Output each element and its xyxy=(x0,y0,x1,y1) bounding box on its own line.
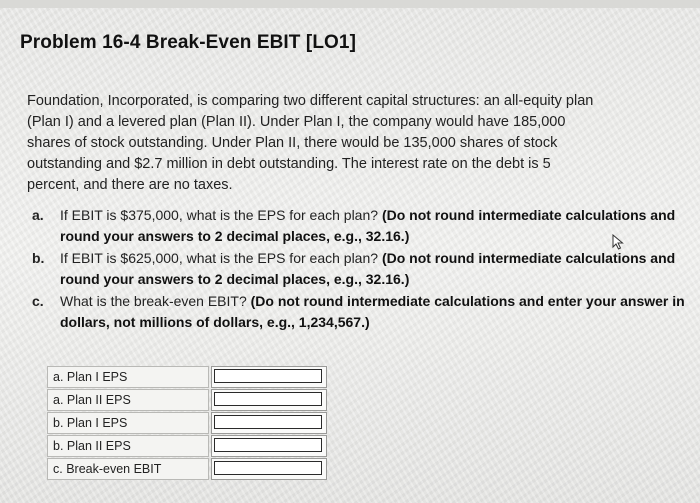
question-instruction: (Do not round intermediate calculations and round your answers to 2 decimal places, e.g., 32.16.) xyxy=(60,207,676,244)
answer-label: b. Plan I EPS xyxy=(47,412,209,434)
answer-cell xyxy=(211,412,327,434)
top-edge xyxy=(0,0,700,8)
plan-2-eps-b-input[interactable] xyxy=(214,438,322,452)
question-letter: b. xyxy=(32,250,45,266)
answer-row xyxy=(47,412,327,434)
question-a xyxy=(30,205,685,247)
problem-statement xyxy=(27,91,683,196)
answer-row xyxy=(47,389,327,411)
answer-row xyxy=(47,435,327,457)
question-letter: a. xyxy=(32,207,44,223)
statement-line: shares of stock outstanding. Under Plan II, there would be 135,000 shares of stock xyxy=(27,135,558,151)
question-letter: c. xyxy=(32,293,44,309)
question-list xyxy=(30,205,685,334)
problem-title: Problem 16-4 Break-Even EBIT [LO1] xyxy=(20,32,357,53)
answer-cell xyxy=(211,435,327,457)
answer-label: b. Plan II EPS xyxy=(47,435,209,457)
answer-cell xyxy=(211,458,327,480)
answer-label: a. Plan II EPS xyxy=(47,389,209,411)
plan-2-eps-a-input[interactable] xyxy=(214,392,322,406)
question-b xyxy=(30,248,685,290)
plan-1-eps-b-input[interactable] xyxy=(214,415,322,429)
break-even-ebit-input[interactable] xyxy=(214,461,322,475)
question-instruction: (Do not round intermediate calculations and enter your answer in dollars, not millions of dollars, e.g., 1,234,567.) xyxy=(60,293,685,330)
answer-table xyxy=(47,366,327,481)
answer-row xyxy=(47,458,327,480)
question-instruction: (Do not round intermediate calculations and round your answers to 2 decimal places, e.g., 32.16.) xyxy=(60,250,676,287)
answer-row xyxy=(47,366,327,388)
answer-cell xyxy=(211,389,327,411)
question-text: If EBIT is $375,000, what is the EPS for each plan? xyxy=(60,207,382,223)
statement-line: Foundation, Incorporated, is comparing two different capital structures: an all-equity plan xyxy=(27,93,594,109)
answer-label: c. Break-even EBIT xyxy=(47,458,209,480)
question-text: What is the break-even EBIT? xyxy=(60,293,251,309)
mouse-pointer-icon xyxy=(612,234,626,250)
answer-label: a. Plan I EPS xyxy=(47,366,209,388)
question-text: If EBIT is $625,000, what is the EPS for each plan? xyxy=(60,250,382,266)
statement-line: percent, and there are no taxes. xyxy=(27,177,233,193)
statement-line: (Plan I) and a levered plan (Plan II). Under Plan I, the company would have 185,000 xyxy=(27,114,566,130)
plan-1-eps-a-input[interactable] xyxy=(214,369,322,383)
question-c xyxy=(30,291,685,333)
answer-cell xyxy=(211,366,327,388)
statement-line: outstanding and $2.7 million in debt outstanding. The interest rate on the debt is 5 xyxy=(27,156,551,172)
